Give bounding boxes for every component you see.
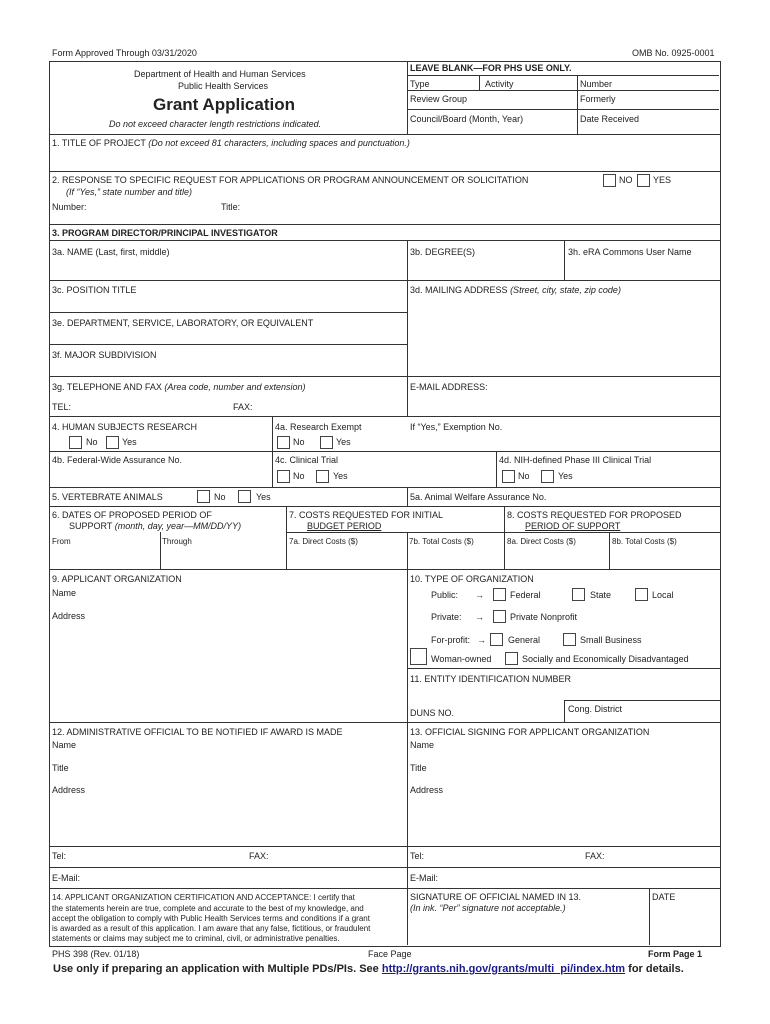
proposed-costs-label: 8. COSTS REQUESTED FOR PROPOSED [507,510,682,520]
period-label: 6. DATES OF PROPOSED PERIOD OF [52,510,212,520]
pi-name-label: 3a. NAME (Last, first, middle) [52,247,170,257]
multiple-pi-note: Use only if preparing an application with Multiple PDs/PIs. See http://grants.nih.gov/grants/multi_pi/index.htm for details. [53,963,684,975]
certification-text-4: is awarded as a result of this application. I am aware that any false, fictitious, or fraudulent [52,924,371,933]
small-business-label: Small Business [580,635,642,645]
title-of-project-field[interactable] [52,150,716,170]
human-subjects-yes-checkbox[interactable] [106,436,119,449]
from-label: From [52,537,71,546]
page-title: Grant Application [153,95,295,114]
exempt-yes-label: Yes [336,437,351,447]
human-subjects-label: 4. HUMAN SUBJECTS RESEARCH [52,422,198,432]
pi-fax-label: FAX: [233,402,253,412]
phase3-yes-checkbox[interactable] [541,470,554,483]
certification-text-5: statements or claims may subject me to criminal, civil, or administrative penalties. [52,934,340,943]
period-label-2: SUPPORT (month, day, year—MM/DD/YY) [69,521,242,531]
type-of-org-label: 10. TYPE OF ORGANIZATION [410,574,534,584]
federal-checkbox[interactable] [493,588,506,601]
signature-hint: (In ink. “Per” signature not acceptable.) [410,903,566,913]
admin-title-label: Title [52,763,69,773]
pi-tel-label: TEL: [52,402,72,412]
mailing-address-label: 3d. MAILING ADDRESS (Street, city, state, zip code) [410,285,621,295]
degrees-label: 3b. DEGREE(S) [410,247,476,257]
human-subjects-no-label: No [86,437,98,447]
length-note: Do not exceed character length restrictions indicated. [109,119,322,129]
department-name: Department of Health and Human Services [134,69,306,79]
type-label: Type [410,79,430,89]
certification-text-3: accept the obligation to comply with Public Health Services terms and conditions if a grant [52,914,370,923]
woman-owned-label: Woman-owned [431,654,492,664]
admin-official-label: 12. ADMINISTRATIVE OFFICIAL TO BE NOTIFIED IF AWARD IS MADE [52,727,343,737]
clinical-no-label: No [293,471,305,481]
entity-id-label: 11. ENTITY IDENTIFICATION NUMBER [410,674,572,684]
forprofit-label: For-profit: [431,635,471,645]
applicant-org-name-label: Name [52,588,77,598]
duns-label: DUNS NO. [410,708,455,718]
forprofit-arrow: → [477,635,486,645]
exempt-yes-checkbox[interactable] [320,436,333,449]
admin-fax-label: FAX: [249,851,269,861]
state-label: State [590,590,612,600]
total-costs-8b-label: 8b. Total Costs ($) [612,537,677,546]
pd-pi-header: 3. PROGRAM DIRECTOR/PRINCIPAL INVESTIGATOR [52,228,278,238]
fwa-label: 4b. Federal-Wide Assurance No. [52,455,183,465]
human-subjects-no-checkbox[interactable] [69,436,82,449]
telephone-fax-label: 3g. TELEPHONE AND FAX (Area code, number and extension) [52,382,306,392]
private-label: Private: [431,612,462,622]
direct-costs-7a-label: 7a. Direct Costs ($) [289,537,358,546]
signing-fax-label: FAX: [585,851,605,861]
general-checkbox[interactable] [490,633,503,646]
signing-title-label: Title [410,763,427,773]
phs-name: Public Health Services [178,81,269,91]
phase3-no-checkbox[interactable] [502,470,515,483]
response-title-label: Title: [221,202,241,212]
animals-yes-label: Yes [256,492,271,502]
form-page-number: Form Page 1 [648,949,703,959]
subdivision-label: 3f. MAJOR SUBDIVISION [52,350,157,360]
signing-name-label: Name [410,740,435,750]
animals-no-label: No [214,492,226,502]
response-hint: (If “Yes,” state number and title) [66,187,193,197]
review-group-label: Review Group [410,94,468,104]
general-label: General [508,635,541,645]
signature-field[interactable] [410,916,646,942]
position-title-label: 3c. POSITION TITLE [52,285,137,295]
applicant-org-address-label: Address [52,611,86,621]
state-checkbox[interactable] [572,588,585,601]
direct-costs-8a-label: 8a. Direct Costs ($) [507,537,576,546]
public-label: Public: [431,590,459,600]
omb-number: OMB No. 0925-0001 [632,48,715,58]
federal-label: Federal [510,590,541,600]
animal-welfare-label: 5a. Animal Welfare Assurance No. [410,492,547,502]
animals-no-checkbox[interactable] [197,490,210,503]
initial-costs-label-2: BUDGET PERIOD [307,521,382,531]
exemption-no-label: If “Yes,” Exemption No. [410,422,503,432]
exempt-no-checkbox[interactable] [277,436,290,449]
local-label: Local [652,590,674,600]
department-label: 3e. DEPARTMENT, SERVICE, LABORATORY, OR EQUIVALENT [52,318,314,328]
signing-tel-label: Tel: [410,851,425,861]
public-arrow: → [475,590,484,600]
multi-pi-link[interactable]: http://grants.nih.gov/grants/multi_pi/index.htm [381,963,626,975]
date-received-label: Date Received [580,114,640,124]
admin-name-label: Name [52,740,77,750]
signing-email-label: E-Mail: [410,873,439,883]
applicant-org-label: 9. APPLICANT ORGANIZATION [52,574,182,584]
proposed-costs-label-2: PERIOD OF SUPPORT [525,521,621,531]
number-label: Number [580,79,613,89]
response-label: 2. RESPONSE TO SPECIFIC REQUEST FOR APPLICATIONS OR PROGRAM ANNOUNCEMENT OR SOLICITATION [52,175,529,185]
woman-owned-checkbox[interactable] [410,648,427,665]
date-field[interactable] [652,906,716,942]
exempt-no-label: No [293,437,305,447]
response-no-checkbox[interactable] [603,174,616,187]
era-commons-label: 3h. eRA Commons User Name [568,247,692,257]
admin-address-label: Address [52,785,86,795]
human-subjects-yes-label: Yes [122,437,137,447]
certification-text-2: the statements herein are true, complete and accurate to the best of my knowledge, and [52,904,364,913]
form-approved-date: Form Approved Through 03/31/2020 [52,48,197,58]
clinical-trial-label: 4c. Clinical Trial [275,455,339,465]
phase3-no-label: No [518,471,530,481]
activity-label: Activity [485,79,514,89]
date-label: DATE [652,892,676,902]
response-number-label: Number: [52,202,87,212]
certification-text-1: 14. APPLICANT ORGANIZATION CERTIFICATION AND ACCEPTANCE: I certify that [52,893,355,902]
response-no-label: NO [619,175,633,185]
signature-label: SIGNATURE OF OFFICIAL NAMED IN 13. [410,892,582,902]
vertebrate-animals-label: 5. VERTEBRATE ANIMALS [52,492,163,502]
signing-address-label: Address [410,785,444,795]
council-label: Council/Board (Month, Year) [410,114,524,124]
private-arrow: → [475,612,484,622]
small-business-checkbox[interactable] [563,633,576,646]
face-page-label: Face Page [368,949,412,959]
animals-yes-checkbox[interactable] [238,490,251,503]
phase3-yes-label: Yes [558,471,573,481]
clinical-no-checkbox[interactable] [277,470,290,483]
response-yes-label: YES [653,175,672,185]
socially-disadvantaged-checkbox[interactable] [505,652,518,665]
total-costs-7b-label: 7b. Total Costs ($) [409,537,474,546]
signing-official-label: 13. OFFICIAL SIGNING FOR APPLICANT ORGANIZATION [410,727,650,737]
response-yes-checkbox[interactable] [637,174,650,187]
initial-costs-label: 7. COSTS REQUESTED FOR INITIAL [289,510,444,520]
clinical-yes-label: Yes [333,471,348,481]
research-exempt-label: 4a. Research Exempt [275,422,362,432]
form-version: PHS 398 (Rev. 01/18) [52,949,140,959]
private-nonprofit-label: Private Nonprofit [510,612,578,622]
cong-district-label: Cong. District [568,704,623,714]
through-label: Through [162,537,192,546]
admin-email-label: E-Mail: [52,873,81,883]
title-of-project-label: 1. TITLE OF PROJECT (Do not exceed 81 characters, including spaces and punctuation.) [52,138,410,148]
clinical-yes-checkbox[interactable] [316,470,329,483]
private-nonprofit-checkbox[interactable] [493,610,506,623]
admin-tel-label: Tel: [52,851,67,861]
local-checkbox[interactable] [635,588,648,601]
formerly-label: Formerly [580,94,616,104]
email-address-label: E-MAIL ADDRESS: [410,382,488,392]
socially-disadvantaged-label: Socially and Economically Disadvantaged [522,654,689,664]
phase3-label: 4d. NIH-defined Phase III Clinical Trial [499,455,652,465]
leave-blank-heading: LEAVE BLANK—FOR PHS USE ONLY. [410,63,572,73]
